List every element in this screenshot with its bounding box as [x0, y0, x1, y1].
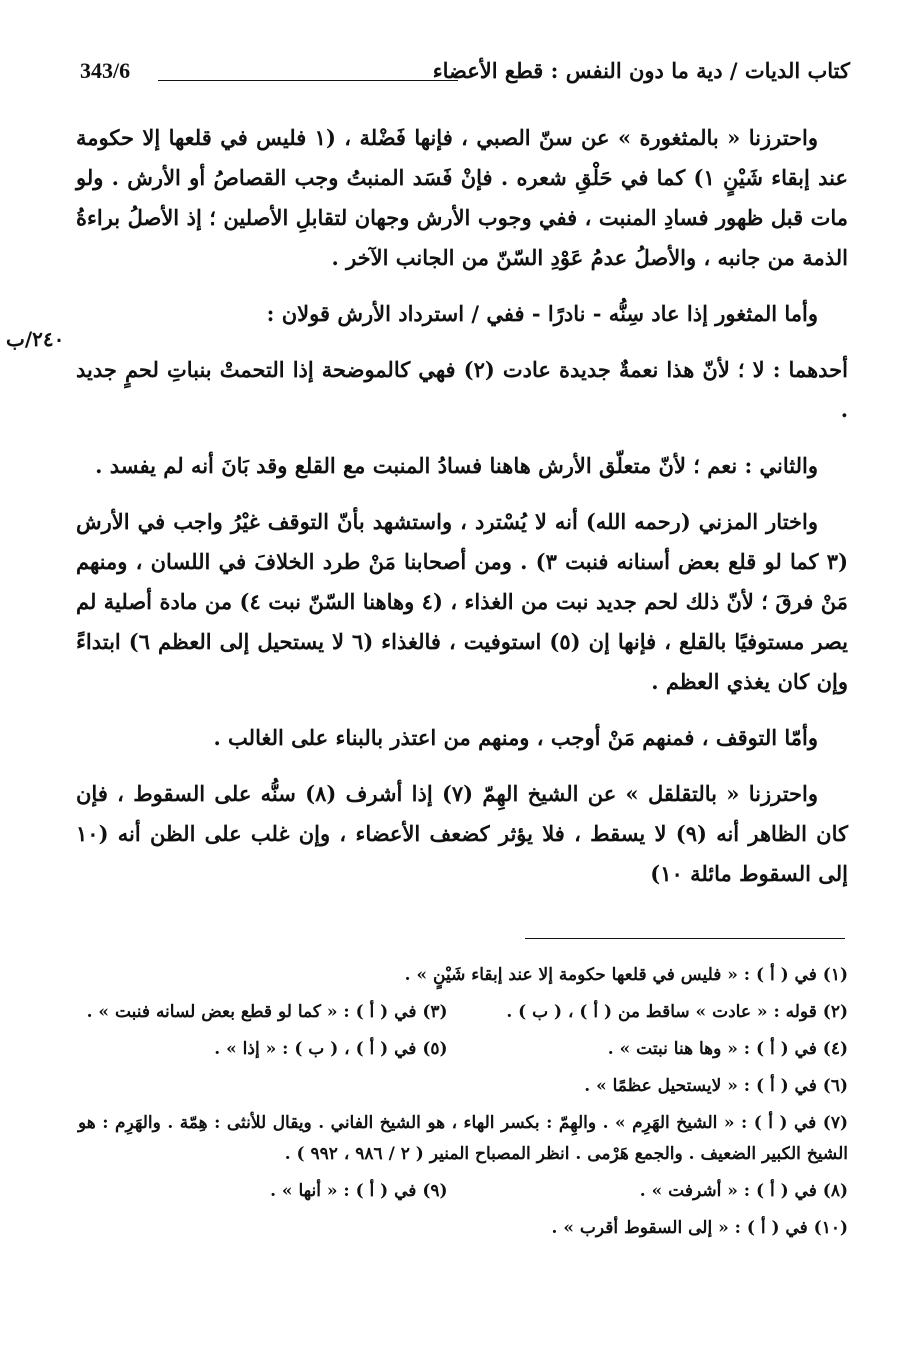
footnote-5: (٥) في ( أ ) ، ( ب ) : « إذا » . [214, 1039, 448, 1059]
footnote-10: (١٠) في ( أ ) : « إلى السقوط أقرب » . [551, 1218, 848, 1238]
paragraph-4: والثاني : نعم ؛ لأنّ متعلّق الأرش هاهنا فسادُ المنبت مع القلع وقد بَانَ أنه لم يفسد . [95, 453, 818, 478]
footnote-2: (٢) قوله : « عادت » ساقط من ( أ ) ، ( ب ) . [506, 1002, 848, 1022]
footnote-9: (٩) في ( أ ) : « أنها » . [270, 1181, 448, 1201]
paragraph-6: وأمّا التوقف ، فمنهم مَنْ أوجب ، ومنهم من اعتذر بالبناء على الغالب . [213, 725, 818, 750]
footnote-8: (٨) في ( أ ) : « أشرفت » . [639, 1181, 848, 1201]
running-header [80, 58, 850, 92]
footnote-6: (٦) في ( أ ) : « لايستحيل عظمًا » . [584, 1076, 848, 1096]
manuscript-folio-marker: ٢٤٠/ب [6, 327, 65, 351]
footnote-7: (٧) في ( أ ) : « الشيخ الهَرِم » . والهِمّ : بكسر الهاء ، هو الشيخ الفاني . ويقال للأنثى : هِمّة . والهَرِم : هو الشيخ الكبير الضعيف . والجمع هَرْمى . انظر المصباح المنير ( ٢ / ٩٨٦ ، ٩٩٢ ) . [78, 1113, 848, 1164]
footnote-1: (١) في ( أ ) : « فليس في قلعها حكومة إلا عند إبقاء شَيْنٍ » . [404, 965, 848, 985]
footnote-row [78, 1034, 848, 1065]
page-number: 343/6 [80, 58, 131, 83]
footnote-separator [525, 938, 845, 939]
main-text [76, 118, 848, 910]
header-rule [158, 80, 458, 81]
footnote-3: (٣) في ( أ ) : « كما لو قطع بعض لسانه فنبت » . [86, 1002, 448, 1022]
paragraph-7: واحترزنا « بالتقلقل » عن الشيخ الهِمّ (٧) إذا أشرف (٨) سنُّه على السقوط ، فإن كان الظاهر أنه (٩) لا يسقط ، فلا يؤثر كضعف الأعضاء ، وإن غلب على الظن أنه (١٠ إلى السقوط مائلة ١٠) [76, 781, 849, 886]
footnote-row [78, 1176, 848, 1207]
paragraph-2: وأما المثغور إذا عاد سِنُّه - نادرًا - ففي / استرداد الأرش قولان : [266, 301, 818, 326]
header-title: كتاب الديات / دية ما دون النفس : قطع الأعضاء [432, 58, 850, 83]
paragraph-5: واختار المزني (رحمه الله) أنه لا يُسْترد ، واستشهد بأنّ التوقف غيْرُ واجب في الأرش (٣ كما لو قلع بعض أسنانه فنبت ٣) . ومن أصحابنا مَنْ طرد الخلافَ في اللسان ، ومنهم مَنْ فرقَ ؛ لأنّ ذلك لحم جديد نبت من الغذاء ، (٤ وهاهنا السّنّ نبت ٤) من مادة أصلية لم يصر مستوفيًا بالقلع ، فإنها إن (٥) استوفيت ، فالغذاء (٦ لا يستحيل إلى العظم ٦) ابتداءً وإن كان يغذي العظم . [76, 509, 849, 694]
footnotes [78, 960, 848, 1250]
footnote-4: (٤) في ( أ ) : « وها هنا نبتت » . [607, 1039, 848, 1059]
paragraph-3: أحدهما : لا ؛ لأنّ هذا نعمةٌ جديدة عادت (٢) فهي كالموضحة إذا التحمتْ بنباتِ لحمٍ جديد . [76, 357, 848, 422]
footnote-row [78, 997, 848, 1028]
paragraph-1: واحترزنا « بالمثغورة » عن سنّ الصبي ، فإنها فَضْلة ، (١ فليس في قلعها إلا حكومة عند إبقاء شَيْنٍ ١) كما في حَلْقِ شعره . فإنْ فَسَد المنبتُ وجب القصاصُ أو الأرش . ولو مات قبل ظهور فسادِ المنبت ، ففي وجوب الأرش وجهان لتقابلِ الأصلين ؛ إذ الأصلُ براءةُ الذمة من جانبه ، والأصلُ عدمُ عَوْدِ السّنّ من الجانب الآخر . [76, 125, 848, 270]
